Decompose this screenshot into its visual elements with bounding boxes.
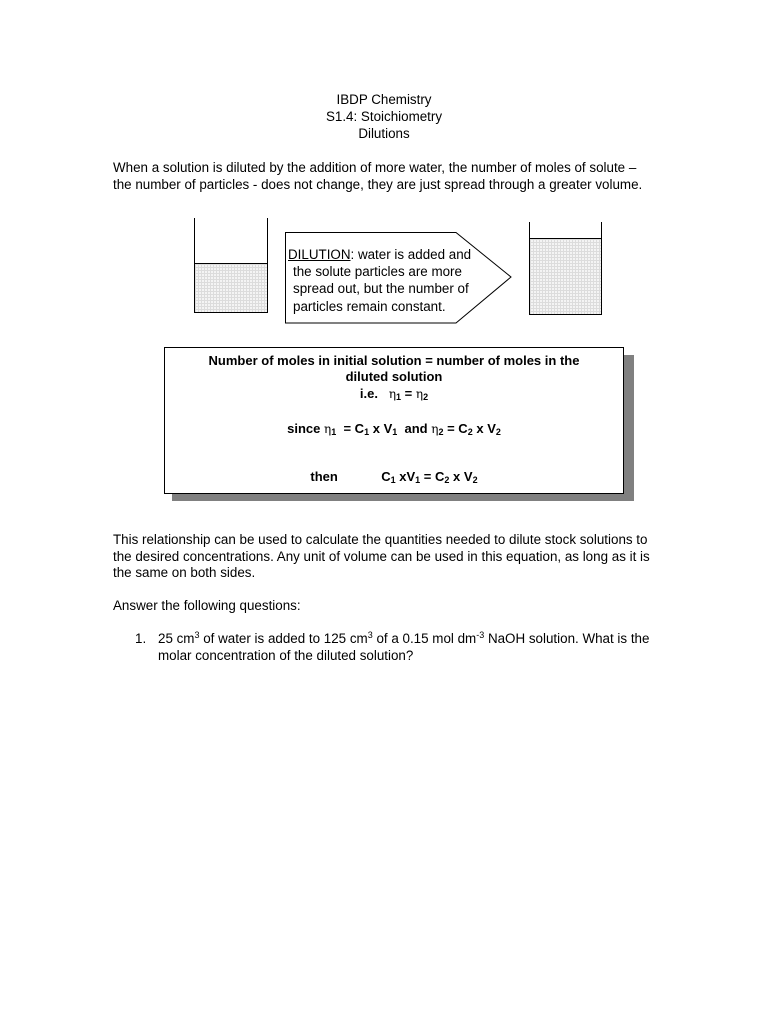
questions-prompt: Answer the following questions:: [113, 598, 301, 613]
diluted-beaker-illustration: [529, 222, 602, 315]
dilution-label: DILUTION: [288, 247, 351, 262]
document-header: [0, 92, 768, 143]
initial-beaker-illustration: [194, 218, 268, 313]
topic-title: Dilutions: [358, 126, 410, 141]
unit-title: S1.4: Stoichiometry: [325, 109, 443, 124]
dilution-line-3: spread out, but the number of: [293, 281, 469, 297]
dilution-description: [288, 246, 488, 315]
initial-solution-liquid: [195, 263, 267, 312]
question-number: 1.: [135, 631, 147, 646]
formula-statement-line-2: diluted solution: [345, 369, 443, 384]
course-title: IBDP Chemistry: [336, 92, 432, 107]
formula-box: [164, 347, 624, 494]
dilution-line-4: particles remain constant.: [293, 298, 446, 314]
formula-then-line: then $C_1$ $xV_1 = C_2$ x $V_2$: [310, 469, 478, 485]
intro-paragraph: When a solution is diluted by the addition of more water, the number of moles of solute – the number of particles - does not change, they are just spread through a greater volume.: [113, 160, 643, 192]
dilution-line-1: DILUTION: water is added and: [288, 247, 472, 262]
formula-since-line: since $\eta_1 = C_1$ x $V_1$ and $\eta_2 = C_2$ x $V_2$: [287, 421, 501, 437]
question-item: [135, 631, 655, 664]
formula-ie-line: i.e. $\eta_1 = \eta_2$: [359, 386, 429, 402]
diluted-solution-liquid: [530, 238, 601, 314]
question-text: 25 $cm^3$ of water is added to 125 $cm^3$ of a 0.15 mol $dm^{-3}$ NaOH solution. What is the molar concentration of the diluted solution?: [158, 630, 650, 663]
formula-statement-line-1: Number of moles in initial solution = number of moles in the: [208, 353, 580, 368]
relationship-paragraph: This relationship can be used to calculate the quantities needed to dilute stock solutions to the desired concentrations. Any unit of volume can be used in this equation, as long as it is the same on both sides.: [113, 532, 650, 580]
dilution-line-2: the solute particles are more: [293, 264, 462, 280]
